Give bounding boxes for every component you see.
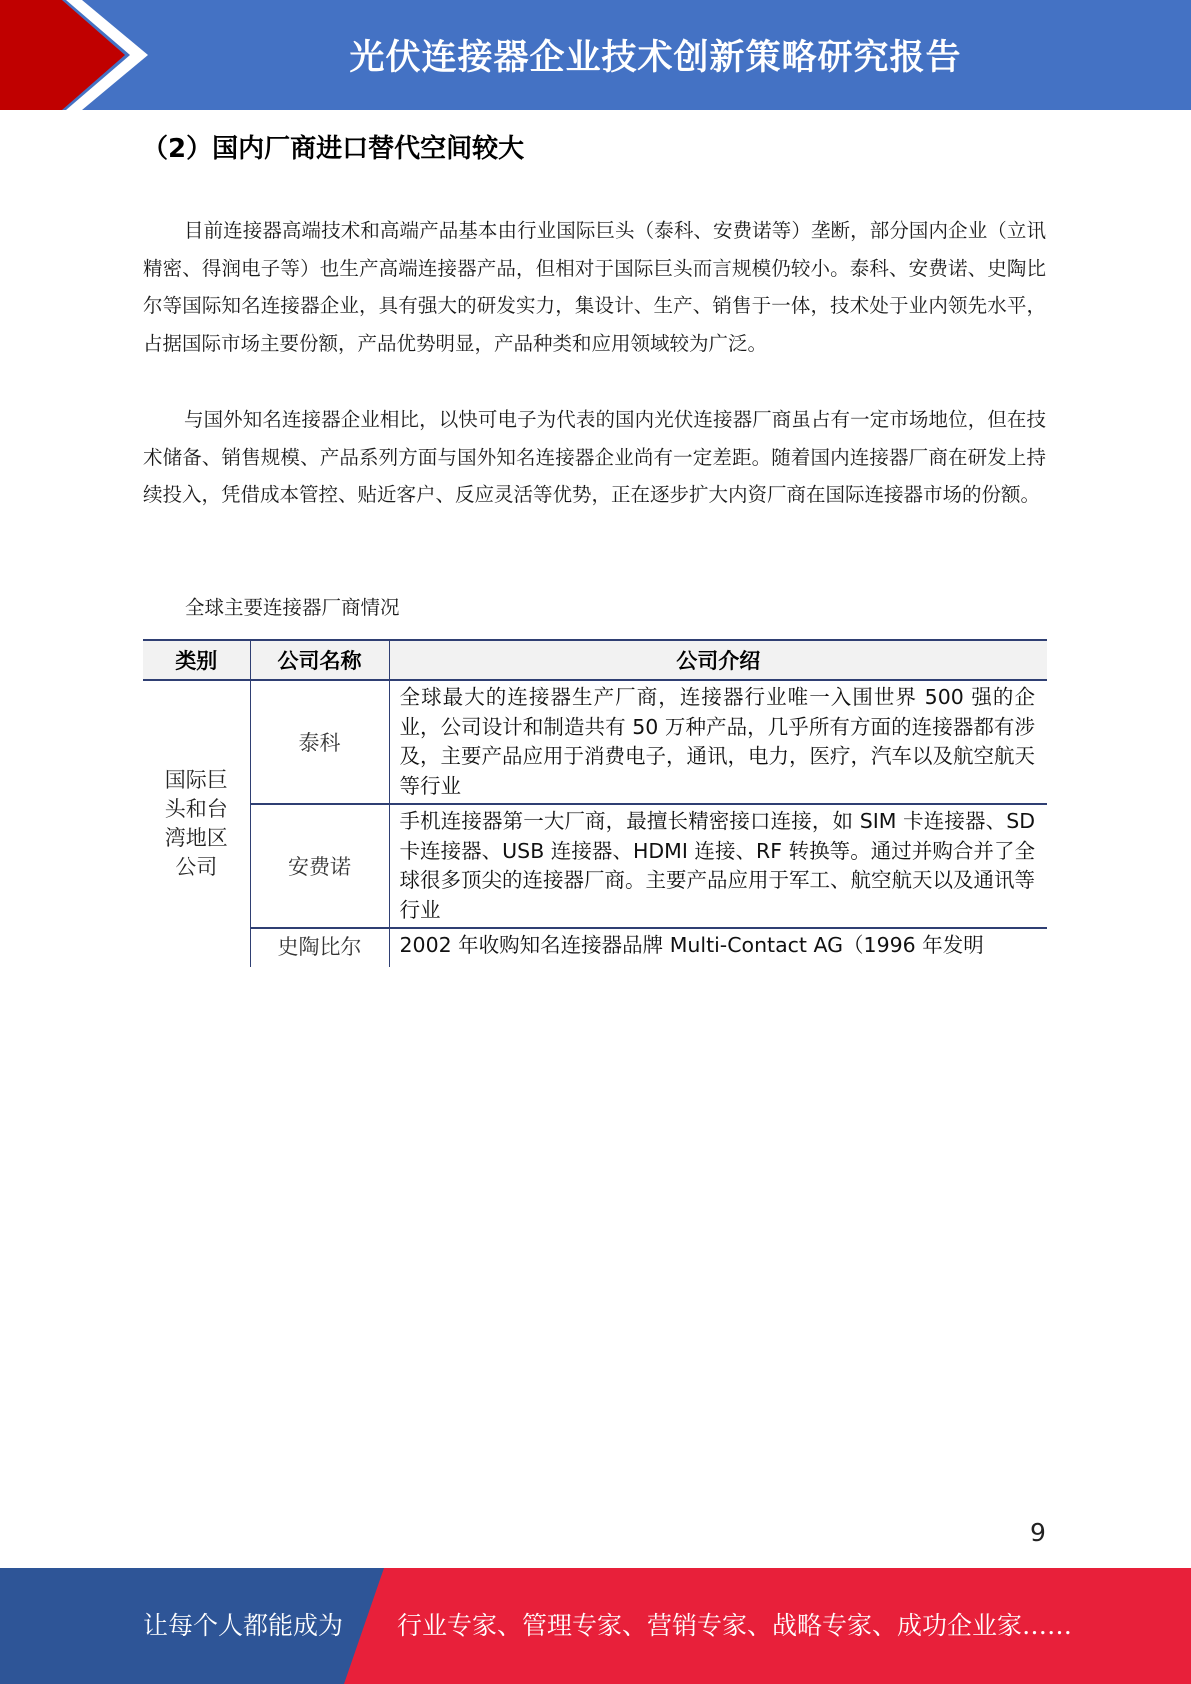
footer-slogan-left: 让每个人都能成为: [143, 1611, 344, 1640]
page-number: 9: [1030, 1518, 1046, 1547]
table-caption: 全球主要连接器厂商情况: [185, 596, 400, 619]
footer-banner: [0, 1568, 1191, 1684]
vendor-table: [143, 639, 1047, 967]
paragraph-2: 与国外知名连接器企业相比，以快可电子为代表的国内光伏连接器厂商虽占有一定市场地位，但在技术储备、销售规模、产品系列方面与国外知名连接器企业尚有一定差距。随着国内连接器厂商在研发上持续投入，凭借成本管控、贴近客户、反应灵活等优势，正在逐步扩大内资厂商在国际连接器市场的份额。: [143, 408, 1046, 506]
header-category: 类别: [143, 640, 250, 680]
paragraph-1: 目前连接器高端技术和高端产品基本由行业国际巨头（泰科、安费诺等）垄断，部分国内企业（立讯精密、得润电子等）也生产高端连接器产品，但相对于国际巨头而言规模仍较小。泰科、安费诺、史陶比尔等国际知名连接器企业，具有强大的研发实力，集设计、生产、销售于一体，技术处于业内领先水平，占据国际市场主要份额，产品优势明显，产品种类和应用领域较为广泛。: [143, 219, 1046, 355]
company-intro-cell: 全球最大的连接器生产厂商，连接器行业唯一入围世界 500 强的企业，公司设计和制造共有 50 万种产品，几乎所有方面的连接器都有涉及，主要产品应用于消费电子，通讯，电力，医疗，汽车以及航空航天等行业: [399, 685, 1035, 798]
category-cell: 国际巨头和台湾地区公司: [164, 768, 228, 879]
header-arrow-decoration: [0, 0, 160, 110]
table-row: [143, 928, 1047, 967]
header-banner: [0, 0, 1191, 110]
footer-slogan-right: 行业专家、管理专家、营销专家、战略专家、成功企业家……: [397, 1611, 1073, 1640]
section-title: （2）国内厂商进口替代空间较大: [142, 134, 525, 164]
report-title: 光伏连接器企业技术创新策略研究报告: [349, 38, 962, 78]
table-header-row: [143, 640, 1047, 680]
company-intro-cell: 手机连接器第一大厂商，最擅长精密接口连接，如 SIM 卡连接器、SD 卡连接器、USB 连接器、HDMI 连接、RF 转换等。通过并购合并了全球很多顶尖的连接器厂商。主要产品应用于军工、航空航天以及通讯等行业: [389, 804, 1047, 928]
header-company-intro: 公司介绍: [389, 640, 1047, 680]
company-name-cell: 安费诺: [250, 804, 389, 928]
table-row: [143, 804, 1047, 928]
header-company-name: 公司名称: [250, 640, 389, 680]
table-row: [143, 680, 1047, 804]
company-intro-cell: 2002 年收购知名连接器品牌 Multi-Contact AG（1996 年发明: [389, 928, 1047, 967]
company-name-cell: 史陶比尔: [250, 928, 389, 967]
company-name-cell: 泰科: [250, 680, 389, 804]
